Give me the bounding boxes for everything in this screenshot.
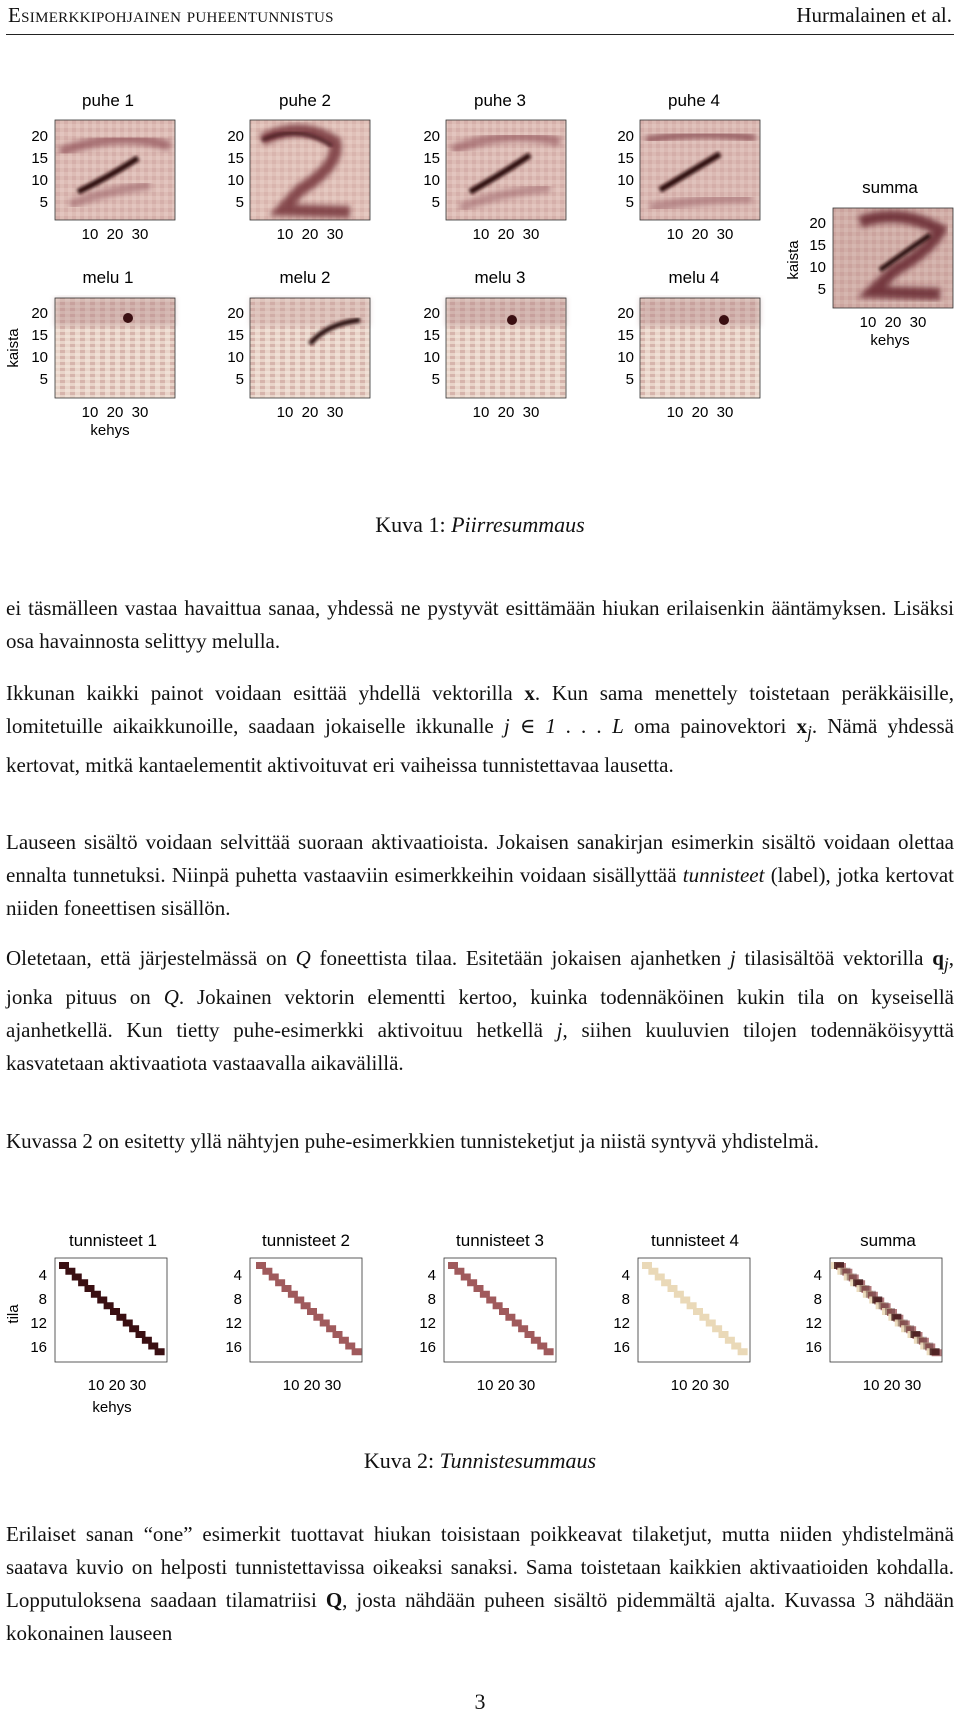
tick-label: 16: [225, 1339, 242, 1356]
tick-label: 12: [613, 1315, 630, 1332]
tick-label: 4: [233, 1267, 242, 1284]
tick-label: 16: [805, 1339, 822, 1356]
tick-label: 20: [617, 305, 634, 322]
speech-panel-3-yticks: [423, 128, 440, 211]
speech-panel-2-yticks: [227, 128, 244, 211]
tick-label: 12: [225, 1315, 242, 1332]
tick-label: 15: [809, 237, 826, 254]
speech-panel-1-xticks: 10 20 30: [81, 226, 149, 243]
tick-label: 10: [809, 259, 826, 276]
tick-label: 20: [31, 305, 48, 322]
paragraph-3: Lauseen sisältö voidaan selvittää suoraan aktivaatioista. Jokaisen sanakirjan esimerkin sisältö voidaan olettaa ennalta tunnetuksi. Niinpä puhetta vastaaviin esimerkkeihin voidaan sisällyttää tunnisteet (label), jotka kertovat niiden foneettisen sisällön.: [6, 830, 955, 920]
noise-yticks-4: [617, 305, 634, 388]
figure-1: [0, 80, 960, 485]
tick-label: 15: [227, 327, 244, 344]
tick-label: 20: [227, 128, 244, 145]
tick-label: 10: [423, 172, 440, 189]
figure-1-xlabel: kehys: [90, 422, 130, 439]
label-title-sum: summa: [860, 1231, 916, 1250]
sum-xticks: 10 20 30: [859, 314, 927, 331]
tick-label: 5: [235, 194, 244, 211]
tick-label: 15: [423, 327, 440, 344]
tick-label: 5: [235, 371, 244, 388]
tick-label: 20: [617, 128, 634, 145]
tick-label: 16: [30, 1339, 47, 1356]
label-cell: [738, 1348, 748, 1355]
tick-label: 8: [621, 1291, 630, 1308]
label-title-3: tunnisteet 3: [456, 1231, 544, 1250]
speech-title-2: puhe 2: [279, 91, 331, 110]
tick-label: 10 20 30: [862, 1377, 922, 1394]
tick-label: 20: [423, 305, 440, 322]
noise-xticks-3: 10 20 30: [472, 404, 540, 421]
running-header-authors: Hurmalainen et al.: [796, 3, 952, 27]
label-cell: [352, 1348, 362, 1355]
tick-label: 12: [805, 1315, 822, 1332]
figure-1-plot: [0, 80, 960, 485]
tick-label: 8: [38, 1291, 47, 1308]
running-header-title: Esimerkkipohjainen puheentunnistus: [8, 3, 334, 27]
noise-title-1: melu 1: [82, 268, 134, 287]
tick-label: 10 20 30: [476, 1377, 536, 1394]
tick-label: 4: [38, 1267, 47, 1284]
tick-label: 15: [617, 150, 634, 167]
speech-panel-2-xticks: 10 20 30: [276, 226, 344, 243]
tick-label: 8: [813, 1291, 822, 1308]
paragraph-6: Erilaiset sanan “one” esimerkit tuottavat hiukan toisistaan poikkeavat tilaketjut, mutta niiden yhdistelmänä saatava kuvio on helposti tunnistettavissa oikeaksi sanaksi. Sama toistetaan kaikkien aktivaatioiden kohdalla. Lopputuloksena saadaan tilamatriisi Q, josta nähdään puheen sisältö pidemmältä ajalta. Kuvassa 3 nähdään kokonainen lauseen: [6, 1522, 954, 1645]
tick-label: 10: [227, 172, 244, 189]
tick-label: 10: [31, 349, 48, 366]
tick-label: 10: [423, 349, 440, 366]
paragraph-1: ei täsmälleen vastaa havaittua sanaa, yhdessä ne pystyvät esittämään hiukan erilaisenkin ääntämyksen. Lisäksi osa havainnosta selittyy melulla.: [6, 596, 954, 653]
sum-yticks: [809, 215, 826, 298]
figure-1-ylabel: kaista: [5, 328, 22, 368]
label-cell: [155, 1348, 165, 1355]
caption-title: Piirresummaus: [451, 512, 585, 537]
figure-2-plot: [0, 1222, 960, 1422]
tick-label: 15: [227, 150, 244, 167]
noise-yticks-3: [423, 305, 440, 388]
tick-label: 20: [809, 215, 826, 232]
label-cell: [544, 1348, 554, 1355]
noise-panel-2: [250, 298, 370, 398]
tick-label: 12: [30, 1315, 47, 1332]
tick-label: 5: [39, 194, 48, 211]
tick-label: 15: [31, 327, 48, 344]
sum-xlabel: kehys: [870, 332, 910, 349]
figure-1-caption: [0, 512, 960, 538]
noise-panel-3: [446, 298, 566, 398]
tick-label: 20: [227, 305, 244, 322]
tick-label: 5: [39, 371, 48, 388]
noise-title-2: melu 2: [279, 268, 331, 287]
tick-label: 10 20 30: [282, 1377, 342, 1394]
tick-label: 10: [617, 349, 634, 366]
tick-label: 5: [817, 281, 826, 298]
speech-panel-2: [250, 120, 370, 220]
speech-panel-4: [640, 120, 760, 220]
figure-2-caption: [0, 1448, 960, 1474]
tick-label: 15: [31, 150, 48, 167]
tick-label: 4: [427, 1267, 436, 1284]
tick-label: 15: [423, 150, 440, 167]
sum-title: summa: [862, 178, 918, 197]
tick-label: 4: [813, 1267, 822, 1284]
caption-title: Tunnistesummaus: [439, 1448, 597, 1473]
speech-panel-1: [55, 120, 175, 220]
paragraph-2: Ikkunan kaikki painot voidaan esittää yhdellä vektorilla x. Kun sama menettely toistetaan peräkkäisille, lomitetuille aikaikkunoille, saadaan jokaiselle ikkunalle j ∈ 1 . . . L oma painovektori $x_j$. Nämä yhdessä kertovat, mitkä kantaelementit aktivoituvat eri vaiheissa tunnistettavaa lausetta.: [6, 681, 954, 778]
tick-label: 20: [423, 128, 440, 145]
tick-label: 12: [419, 1315, 436, 1332]
caption-prefix: Kuva 1:: [375, 512, 446, 537]
speech-panel-3: [446, 120, 566, 220]
tick-label: 10 20 30: [670, 1377, 730, 1394]
tick-label: 16: [419, 1339, 436, 1356]
header-rule: [6, 34, 954, 35]
tick-label: 4: [621, 1267, 630, 1284]
paragraph-4: Oletetaan, että järjestelmässä on Q foneettista tilaa. Esitetään jokaisen ajanhetken j tilasisältöä vektorilla $q_j$, jonka pituus on Q. Jokainen vektorin elementti kertoo, kuinka todennäköinen kukin tila on kyseisellä ajanhetkellä. Kun tietty puhe-esimerkki aktivoituu hetkellä j, siihen kuuluvien tilojen todennäköisyyttä kasvatetaan aktivaatiota vastaavalla aikavälillä.: [6, 946, 954, 1076]
tick-label: 8: [427, 1291, 436, 1308]
speech-panel-1-yticks: [31, 128, 48, 211]
figure-2-xlabel: kehys: [92, 1399, 132, 1416]
tick-label: 10: [31, 172, 48, 189]
speech-panel-4-xticks: 10 20 30: [666, 226, 734, 243]
caption-prefix: Kuva 2:: [363, 1448, 435, 1473]
paragraph-5: Kuvassa 2 on esitetty yllä nähtyjen puhe-esimerkkien tunnisteketjut ja niistä syntyvä yhdistelmä.: [6, 1129, 820, 1153]
label-title-4: tunnisteet 4: [651, 1231, 739, 1250]
noise-yticks-1: [31, 305, 48, 388]
speech-title-4: puhe 4: [668, 91, 720, 110]
figure-2: [0, 1222, 960, 1422]
noise-xticks-1: 10 20 30: [81, 404, 149, 421]
tick-label: 10: [227, 349, 244, 366]
tick-label: 5: [431, 194, 440, 211]
noise-panel-4: [640, 298, 760, 398]
sum-panel: [833, 208, 953, 308]
sum-ylabel: kaista: [785, 240, 802, 280]
speech-title-3: puhe 3: [474, 91, 526, 110]
tick-label: 20: [31, 128, 48, 145]
label-title-1: tunnisteet 1: [69, 1231, 157, 1250]
figure-2-ylabel: tila: [5, 1304, 22, 1324]
speech-panel-4-yticks: [617, 128, 634, 211]
tick-label: 5: [431, 371, 440, 388]
page-number: 3: [474, 1689, 486, 1714]
tick-label: 16: [613, 1339, 630, 1356]
noise-xticks-2: 10 20 30: [276, 404, 344, 421]
tick-label: 5: [625, 371, 634, 388]
noise-title-3: melu 3: [474, 268, 526, 287]
label-title-2: tunnisteet 2: [262, 1231, 350, 1250]
noise-yticks-2: [227, 305, 244, 388]
speech-panel-3-xticks: 10 20 30: [472, 226, 540, 243]
tick-label: 15: [617, 327, 634, 344]
tick-label: 5: [625, 194, 634, 211]
noise-panel-1: [55, 298, 175, 398]
label-cell: [930, 1348, 940, 1355]
noise-xticks-4: 10 20 30: [666, 404, 734, 421]
tick-label: 10 20 30: [87, 1377, 147, 1394]
tick-label: 10: [617, 172, 634, 189]
speech-title-1: puhe 1: [82, 91, 134, 110]
noise-title-4: melu 4: [668, 268, 720, 287]
tick-label: 8: [233, 1291, 242, 1308]
